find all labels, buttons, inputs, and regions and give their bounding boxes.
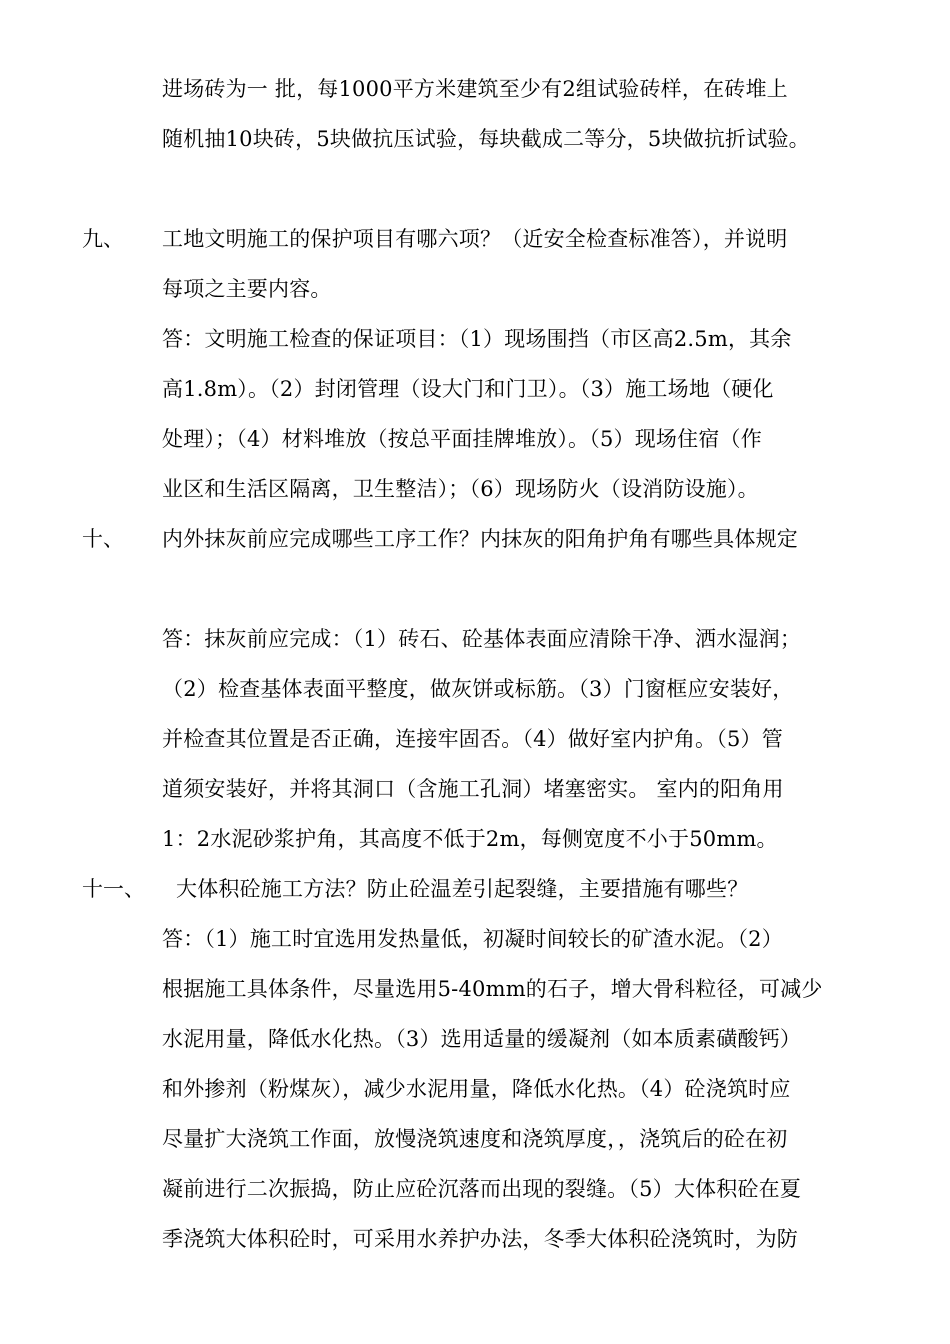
answer-text: （2）检查基体表面平整度，做灰饼或标筋。（3）门窗框应安装好， [162,677,794,701]
question-text: 工地文明施工的保护项目有哪六项？（近安全检查标准答），并说明 [162,227,788,251]
answer-text: 和外掺剂（粉煤灰），减少水泥用量，降低水化热。（4）砼浇筑时应 [162,1077,791,1101]
question-text: 每项之主要内容。 [162,277,332,301]
answer-text: 答：（1）施工时宜选用发热量低，初凝时间较长的矿渣水泥。（2） [162,927,783,951]
answer-text: 尽量扩大浇筑工作面，放慢浇筑速度和浇筑厚度，，浇筑后的砼在初 [162,1127,788,1151]
question-number: 十、 [82,527,124,551]
answer-text: 水泥用量，降低水化热。（3）选用适量的缓凝剂（如本质素磺酸钙） [162,1027,802,1051]
question-text: 内外抹灰前应完成哪些工序工作？内抹灰的阳角护角有哪些具体规定 [162,527,798,551]
answer-text: 道须安装好，并将其洞口（含施工孔洞）堵塞密实。 室内的阳角用 [162,777,784,801]
answer-text: 根据施工具体条件，尽量选用5-40mm的石子，增大骨科粒径，可减少 [162,977,823,1001]
question-text: 大体积砼施工方法？防止砼温差引起裂缝，主要措施有哪些？ [176,877,749,901]
answer-text: 高1.8m）。（2）封闭管理（设大门和门卫）。（3）施工场地（硬化 [162,377,774,401]
answer-text: 业区和生活区隔离，卫生整洁）；（6）现场防火（设消防设施）。 [162,477,759,501]
answer-text: 1：2水泥砂浆护角，其高度不低于2m，每侧宽度不小于50mm。 [162,827,778,851]
question-number: 九、 [82,227,124,251]
answer-text: 凝前进行二次振捣，防止应砼沉落而出现的裂缝。（5）大体积砼在夏 [162,1177,802,1201]
question-number: 十一、 [82,877,145,901]
answer-text: 答：文明施工检查的保证项目：（1）现场围挡（市区高2.5m，其余 [162,327,792,351]
intro-line: 进场砖为一 批，每1000平方米建筑至少有2组试验砖样，在砖堆上 [162,77,788,101]
answer-text: 并检查其位置是否正确，连接牢固否。（4）做好室内护角。（5）管 [162,727,783,751]
answer-text: 处理）；（4）材料堆放（按总平面挂牌堆放）。（5）现场住宿（作 [162,427,762,451]
answer-text: 答：抹灰前应完成：（1）砖石、砼基体表面应清除干净、洒水湿润； [162,627,802,651]
answer-text: 季浇筑大体积砼时，可采用水养护办法，冬季大体积砼浇筑时，为防 [162,1227,798,1251]
intro-line: 随机抽10块砖，5块做抗压试验，每块截成二等分，5块做抗折试验。 [162,127,810,151]
